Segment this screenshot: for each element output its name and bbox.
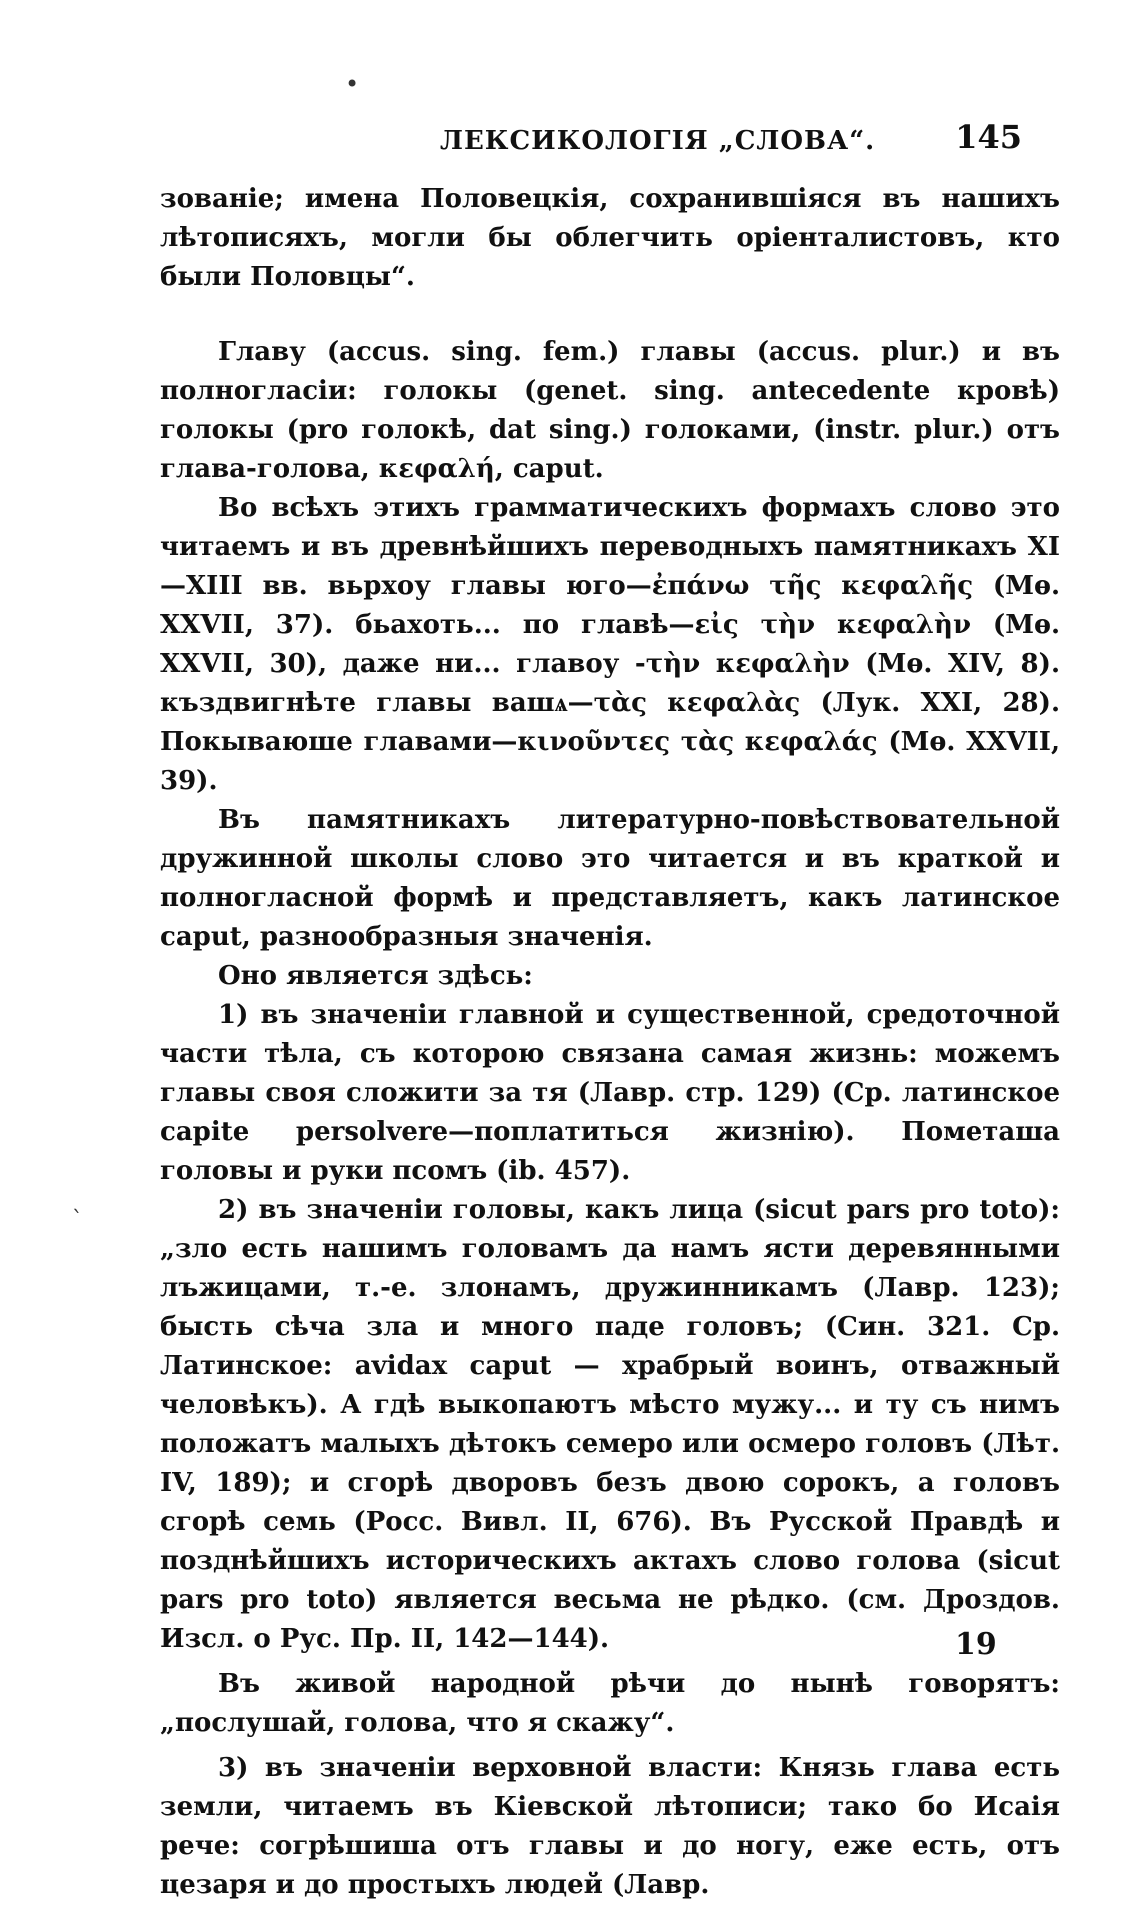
top-dot-mark: •: [345, 70, 360, 98]
margin-mark: `: [72, 1208, 83, 1233]
paragraph-appears-here: Оно является здѣсь:: [218, 961, 533, 991]
paragraph-grammar-forms: Во всѣхъ этихъ грамматическихъ формахъ слово это читаемъ и въ древнѣйшихъ переводныхъ памятникахъ XI—XIII вв. вьрхоу главы юго—ἐπάνω τῆς κεφαλῆς (Мѳ. XXVII, 37). бьахоть... по главѣ—εἰς τὴν κεφαλὴν (Мѳ. XXVII, 30), даже ни... главоу -τὴν κεφαλὴν (Мѳ. XIV, 8). къздвигнѣте главы вашѧ—τὰς κεφαλὰς (Лук. XXI, 28). Покываюше главами—κινοῦντες τὰς κεφαλάς (Мѳ. XXVII, 39).: [160, 493, 1060, 796]
paragraph-meaning-3: 3) въ значеніи верховной власти: Князь глава есть земли, читаемъ въ Кіевской лѣтописи; тако бо Исаія рече: согрѣшиша отъ главы и до ногу, еже есть, отъ цезаря и до простыхъ людей (Лавр.: [160, 1753, 1060, 1900]
page-header: [160, 108, 1060, 158]
paragraph-continuation: зованіе; имена Половецкія, сохранившіяся въ нашихъ лѣтописяхъ, могли бы облегчить оріенталистовъ, кто были Половцы“.: [160, 184, 1060, 292]
body-text: [160, 180, 1060, 1905]
running-head: ЛЕКСИКОЛОГІЯ „СЛОВА“.: [440, 126, 876, 156]
paragraph-meaning-1: 1) въ значеніи главной и существенной, средоточной части тѣла, съ которою связана самая жизнь: можемъ главы своя сложити за тя (Лавр. стр. 129) (Ср. латинское capite persolvere—поплатиться жизнію). Пометаша головы и руки псомъ (ib. 457).: [160, 1000, 1060, 1186]
page-number: 145: [955, 118, 1022, 156]
paragraph-living-speech: Въ живой народной рѣчи до нынѣ говорятъ: „послушай, голова, что я скажу“.: [160, 1669, 1060, 1738]
paragraph-glavu: Главу (accus. sing. fem.) главы (accus. plur.) и въ полногласіи: голокы (genet. sing. antecedente кровѣ) голокы (pro голокѣ, dat sing.) голоками, (instr. plur.) отъ глава-голова, κεφαλή, caput.: [160, 337, 1060, 484]
paragraph-meaning-2: 2) въ значеніи головы, какъ лица (sicut pars pro toto): „зло есть нашимъ головамъ да намъ ясти деревянными лъжицами, т.-е. злонамъ, дружинникамъ (Лавр. 123); бысть сѣча зла и много паде головъ; (Син. 321. Ср. Латинское: avidax caput — храбрый воинъ, отважный человѣкъ). А гдѣ выкопаютъ мѣсто мужу... и ту съ нимъ положатъ малыхъ дѣтокъ семеро или осмеро головъ (Лѣт. IV, 189); и сгорѣ дворовъ безъ двою сорокъ, а головъ сгорѣ семь (Росс. Вивл. II, 676). Въ Русской Правдѣ и позднѣйшихъ историческихъ актахъ слово голова (sicut pars pro toto) является весьма не рѣдко. (см. Дроздов. Изсл. о Рус. Пр. II, 142—144).: [160, 1195, 1060, 1654]
paragraph-monuments: Въ памятникахъ литературно-повѣствовательной дружинной школы слово это читается и въ краткой и полногласной формѣ и представляетъ, какъ латинское caput, разнообразныя значенія.: [160, 805, 1060, 952]
signature-mark: 19: [955, 1627, 997, 1662]
